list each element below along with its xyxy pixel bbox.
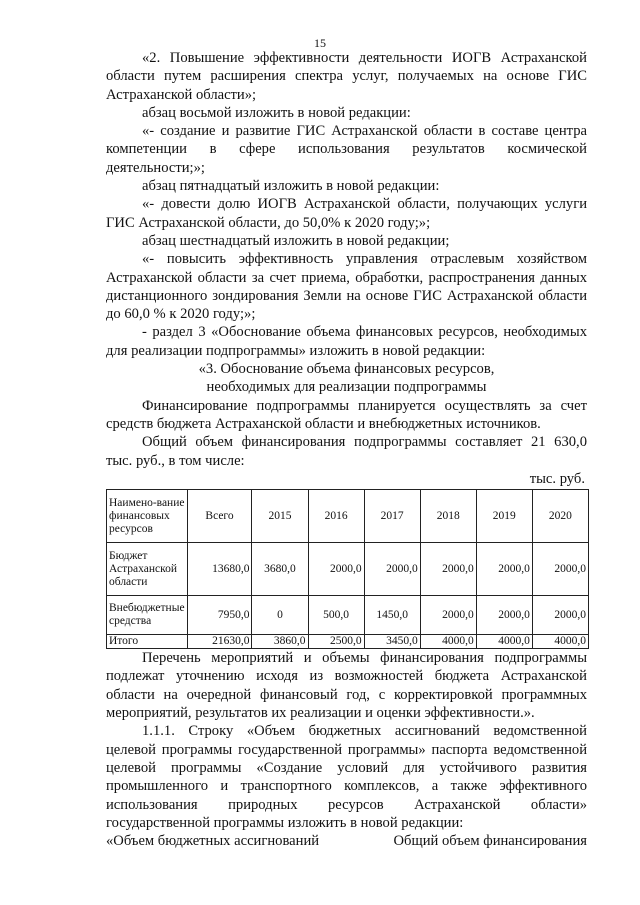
paragraph-goal-2: «2. Повышение эффективности деятельности ИОГВ Астраханской области путем расширения спектра услуг, получаемых на основе ГИС Астраханской области»; (106, 50, 587, 103)
paragraph-indicator-efficiency: «- повысить эффективность управления отраслевым хозяйством Астраханской области за счет приема, обработки, распространения данных дистанционного зондирования Земли на основе ГИС Астраханской области до 60,0 % к 2020 году;»; (106, 251, 587, 323)
page-number: 15 (314, 36, 326, 50)
table-header-cell: Всего (187, 490, 252, 543)
financing-table (106, 489, 589, 649)
table-cell: 2000,0 (308, 543, 364, 596)
table-cell: Бюджет Астраханской области (107, 543, 188, 596)
table-cell: 4000,0 (476, 635, 532, 649)
table-header-cell: 2015 (252, 490, 308, 543)
table-cell: 2000,0 (420, 596, 476, 635)
paragraph-financing-total: Общий объем финансирования подпрограммы составляет 21 630,0 тыс. руб., в том числе: (106, 434, 587, 469)
passport-row-label: «Объем бюджетных ассигнований (106, 833, 320, 850)
table-header-cell: 2020 (532, 490, 588, 543)
paragraph-section-3-instruction: - раздел 3 «Обоснование объема финансовых ресурсов, необходимых для реализации подпрограммы» изложить в новой редакции: (106, 324, 587, 359)
table-cell: 3860,0 (252, 635, 308, 649)
table-row (107, 596, 589, 635)
table-cell: 21630,0 (187, 635, 252, 649)
table-header-cell: 2018 (420, 490, 476, 543)
document-body (106, 49, 587, 850)
table-cell: 0 (252, 596, 308, 635)
table-cell: Итого (107, 635, 188, 649)
table-cell: 2000,0 (364, 543, 420, 596)
paragraph-financing-sources: Финансирование подпрограммы планируется осуществлять за счет средств бюджета Астраханской области и внебюджетных источников. (106, 397, 587, 432)
table-cell: 2000,0 (476, 596, 532, 635)
paragraph-instruction-8: абзац восьмой изложить в новой редакции: (142, 104, 411, 121)
table-cell: 4000,0 (420, 635, 476, 649)
section-heading-line-2: необходимых для реализации подпрограммы (206, 379, 487, 396)
table-cell: Внебюджетные средства (107, 596, 188, 635)
table-cell: 500,0 (308, 596, 364, 635)
passport-row-value: Общий объем финансирования (393, 833, 587, 850)
table-cell: 1450,0 (364, 596, 420, 635)
table-cell: 4000,0 (532, 635, 588, 649)
table-row (107, 543, 589, 596)
table-header-cell: 2019 (476, 490, 532, 543)
paragraph-instruction-16: абзац шестнадцатый изложить в новой редакции; (142, 232, 450, 249)
table-header-row (107, 490, 589, 543)
passport-row-start (106, 832, 587, 850)
table-cell: 3450,0 (364, 635, 420, 649)
table-cell: 2500,0 (308, 635, 364, 649)
table-cell: 2000,0 (476, 543, 532, 596)
section-heading-line-1: «3. Обоснование объема финансовых ресурсов, (198, 361, 495, 378)
paragraph-indicator-share: «- довести долю ИОГВ Астраханской области, получающих услуги ГИС Астраханской области, до 50,0% к 2020 году;»; (106, 196, 587, 231)
paragraph-measures-adjustment: Перечень мероприятий и объемы финансирования подпрограммы подлежат уточнению исходя из возможностей бюджета Астраханской области на очередной финансовый год, с корректировкой программных мероприятий, результатов их реализации и оценки эффективности.». (106, 650, 587, 722)
table-header-cell: Наимено-вание финансовых ресурсов (107, 490, 188, 543)
table-row-total (107, 635, 589, 649)
table-cell: 2000,0 (532, 543, 588, 596)
table-cell: 7950,0 (187, 596, 252, 635)
table-cell: 13680,0 (187, 543, 252, 596)
table-cell: 2000,0 (532, 596, 588, 635)
table-cell: 3680,0 (252, 543, 308, 596)
table-unit-label: тыс. руб. (529, 470, 585, 487)
paragraph-instruction-15: абзац пятнадцатый изложить в новой редакции: (142, 178, 440, 195)
table-header-cell: 2016 (308, 490, 364, 543)
paragraph-item-1-1-1: 1.1.1. Строку «Объем бюджетных ассигнований ведомственной целевой программы государственной программы» паспорта ведомственной целевой программы «Создание условий для устойчивого развития промышленного и транспортного комплексов, а также эффективного использования природных ресурсов Астраханской области» государственной программы изложить в новой редакции: (106, 723, 587, 831)
paragraph-task-gis: «- создание и развитие ГИС Астраханской области в составе центра компетенции в сфере использования результатов космической деятельности;»; (106, 123, 587, 176)
table-header-cell: 2017 (364, 490, 420, 543)
table-cell: 2000,0 (420, 543, 476, 596)
